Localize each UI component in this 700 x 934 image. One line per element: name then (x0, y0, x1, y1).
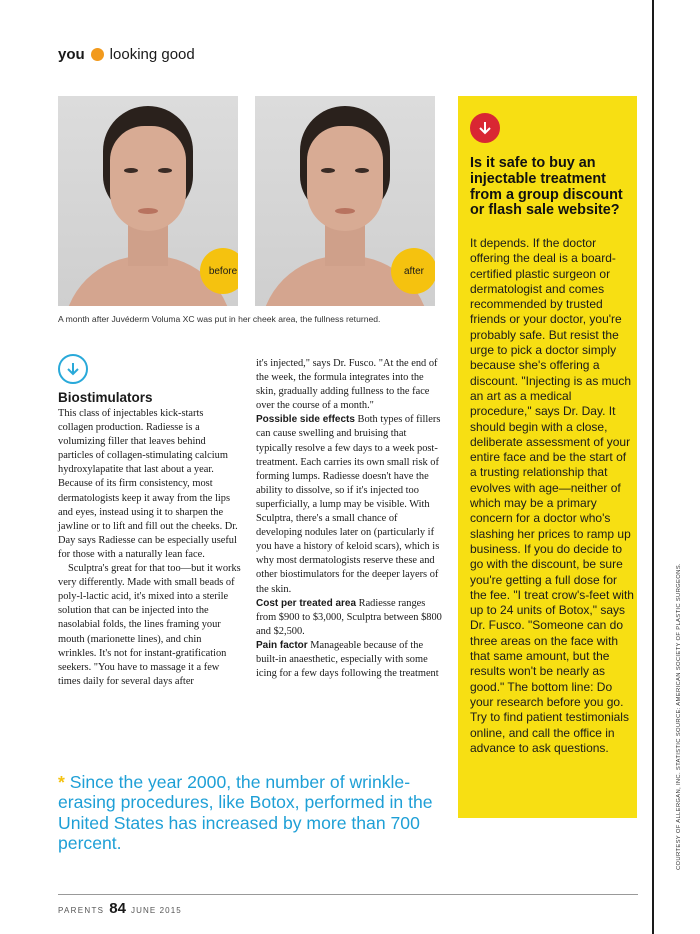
magazine-name: PARENTS (58, 906, 105, 915)
issue-date: JUNE 2015 (130, 906, 182, 915)
sidebar-answer: It depends. If the doctor offering the deal is a board-certified plastic surgeon or dermatologist and comes recommended by trusted friends or your doctor, you're probably safe. But resist the urge to pick a doctor simply because she's offering a discount. "Injecting is as much an art as a medical procedure," says Dr. Day. It should begin with a close, deliberate assessment of your entire face and be the start of a trusting relationship that evolves with age—neither of which may be a primary concern for a doctor who's slashing her prices to ramp up business. If you do decide to go with the discount, be sure you're getting a full dose for the fee. "I treat crow's-feet with up to 24 units of Botox," says Dr. Fusco. "Someone can do three areas on the face with that same amount, but the results won't be nearly as good." The bottom line: Do your research before you go. Try to find patient testimonials online, and call the office in advance to ask questions. (470, 236, 634, 755)
down-arrow-icon (58, 354, 88, 384)
page-footer (58, 900, 182, 917)
photo-caption: A month after Juvéderm Voluma XC was put in her cheek area, the fullness returned. (58, 314, 381, 324)
paragraph: it's injected," says Dr. Fusco. "At the end of the week, the formula integrates into the skin, gradually adding fullness to the face over the course of a month." (256, 358, 438, 412)
header-section: looking good (109, 46, 195, 63)
pain-label: Pain factor (256, 639, 308, 651)
paragraph: Sculptra's great for that too—but it works very differently. Made with small beads of poly-l-lactic acid, it's mixed into a sterile solution that can be injected into the nasolabial folds, the lines framing your mouth (marionette lines), and chin wrinkles. It's not for instant-gratification seekers. "You have to massage it a few times daily for several days after (58, 563, 241, 687)
side-effects-paragraph (256, 413, 442, 596)
page-number: 84 (109, 900, 126, 917)
before-photo (58, 96, 238, 306)
section-header (58, 46, 195, 63)
header-you: you (58, 46, 85, 63)
page-edge-rule (652, 0, 654, 934)
after-badge: after (391, 248, 435, 294)
article-column-2 (256, 357, 442, 681)
orange-dot-icon (91, 48, 104, 61)
photo-credit: COURTESY OF ALLERGAN, INC. STATISTIC SOURCE: AMERICAN SOCIETY OF PLASTIC SURGEONS. (676, 563, 682, 870)
cost-label: Cost per treated area (256, 597, 357, 609)
cost-text: Radiesse ranges from $900 to $3,000, Sculptra between $800 and $2,500. (256, 597, 442, 637)
after-photo (255, 96, 435, 306)
before-badge: before (200, 248, 238, 294)
pain-paragraph (256, 639, 442, 681)
article-heading: Biostimulators (58, 390, 153, 405)
stat-callout (58, 772, 453, 853)
footer-rule (58, 894, 638, 895)
stat-text: Since the year 2000, the number of wrinkle-erasing procedures, like Botox, performed in the United States has increased by more than 700 percent. (58, 772, 433, 853)
asterisk-icon: * (58, 772, 65, 792)
sidebar-question: Is it safe to buy an injectable treatment from a group discount or flash sale website? (470, 155, 623, 219)
article-column-1 (58, 390, 241, 689)
side-effects-text: Both types of fillers can cause swelling and bruising that typically resolve a few days to a week post-treatment. Each carries its own small risk of forming lumps. Radiesse doesn't have the ability to dissolve, so if it's injected too superficially, a lump may be visible. With Sculptra, there's a small chance of developing nodules later on (particularly if you have a history of keloid scars), which is why most dermatologists reserve these and other biostimulators for the deeper layers of the skin. (256, 414, 441, 595)
side-effects-label: Possible side effects (256, 414, 355, 426)
paragraph: This class of injectables kick-starts collagen production. Radiesse is a volumizing filler that leaves behind particles of collagen-stimulating calcium hydroxylapatite that last about a year. Because of its firm consistency, most dermatologists keep it away from the lips and eyes, instead using it to sharpen the jawline or to lift and fill out the cheeks. Dr. Day says Radiesse can be especially useful for those with a naturally lean face. (58, 408, 238, 560)
cost-paragraph (256, 597, 442, 639)
pain-text: Manageable because of the built-in anaesthetic, especially with some icing for a few days following the treatment (256, 639, 439, 680)
down-arrow-icon (470, 113, 500, 143)
